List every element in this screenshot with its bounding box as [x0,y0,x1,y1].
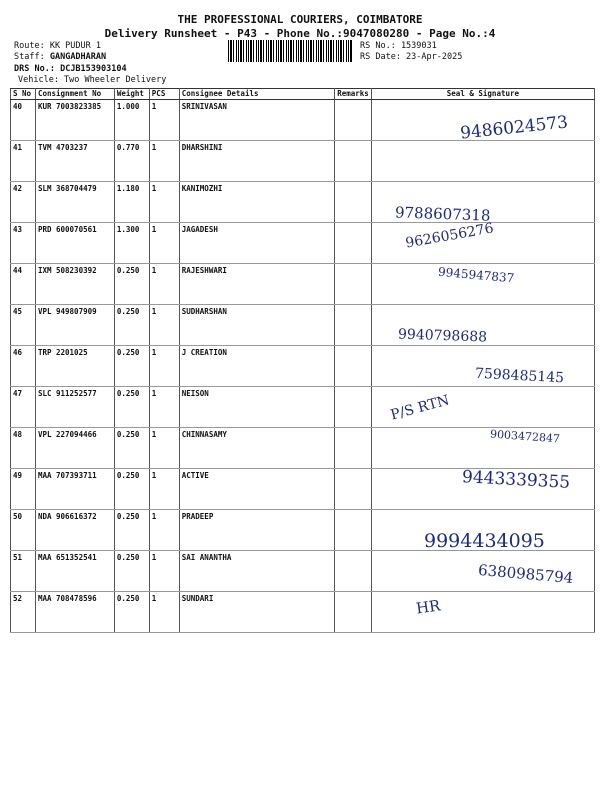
cell-remarks [335,182,372,223]
table-row [11,182,595,223]
cell-signature [371,592,594,633]
barcode [228,40,353,62]
cell-remarks [335,141,372,182]
cell-sno: 40 [11,100,36,141]
cell-signature [371,428,594,469]
cell-name: SUDHARSHAN [179,305,334,346]
cell-sno: 46 [11,346,36,387]
rs-date: RS Date: 23-Apr-2025 [360,52,463,62]
col-consignee: Consignee Details [179,89,334,100]
cell-pcs: 1 [149,428,179,469]
cell-weight: 0.770 [114,141,149,182]
handwritten-signature: 9003472847 [489,427,561,446]
cell-sno: 42 [11,182,36,223]
table-row [11,141,595,182]
cell-sno: 50 [11,510,36,551]
cell-pcs: 1 [149,346,179,387]
cell-pcs: 1 [149,387,179,428]
cell-weight: 0.250 [114,510,149,551]
table-header [11,89,595,100]
cell-cno: IXM 508230392 [35,264,114,305]
handwritten-signature: 9945947837 [437,264,515,286]
staff-row [14,52,106,62]
cell-name: SRINIVASAN [179,100,334,141]
cell-pcs: 1 [149,551,179,592]
cell-name: DHARSHINI [179,141,334,182]
staff-name: GANGADHARAN [49,52,107,62]
cell-pcs: 1 [149,592,179,633]
handwritten-signature: 9486024573 [459,112,569,144]
cell-name: KANIMOZHI [179,182,334,223]
cell-weight: 0.250 [114,387,149,428]
cell-pcs: 1 [149,305,179,346]
handwritten-signature: 7598485145 [474,365,565,387]
cell-sno: 48 [11,428,36,469]
cell-weight: 0.250 [114,592,149,633]
handwritten-signature: 9940798688 [397,326,488,346]
cell-name: JAGADESH [179,223,334,264]
cell-pcs: 1 [149,469,179,510]
cell-weight: 0.250 [114,305,149,346]
company-title: THE PROFESSIONAL COURIERS, COIMBATORE [177,13,423,26]
cell-remarks [335,428,372,469]
cell-cno: VPL 227094466 [35,428,114,469]
cell-sno: 52 [11,592,36,633]
cell-remarks [335,592,372,633]
cell-sno: 43 [11,223,36,264]
handwritten-signature: P/S RTN [388,392,452,424]
cell-cno: TRP 2201025 [35,346,114,387]
cell-cno: SLC 911252577 [35,387,114,428]
cell-sno: 51 [11,551,36,592]
table-row [11,592,595,633]
cell-cno: NDA 906616372 [35,510,114,551]
cell-cno: SLM 368704479 [35,182,114,223]
cell-weight: 1.180 [114,182,149,223]
cell-weight: 1.300 [114,223,149,264]
cell-remarks [335,305,372,346]
cell-cno: MAA 651352541 [35,551,114,592]
col-remarks: Remarks [335,89,372,100]
cell-pcs: 1 [149,141,179,182]
drs-label: DRS No.: [14,64,55,74]
cell-cno: TVM 4703237 [35,141,114,182]
handwritten-signature: 9788607318 [394,203,491,225]
staff-label: Staff: [14,52,45,62]
cell-name: RAJESHWARI [179,264,334,305]
rs-number: RS No.: 1539031 [360,41,437,51]
cell-remarks [335,387,372,428]
cell-cno: KUR 7003823385 [35,100,114,141]
drs-row [14,64,127,74]
cell-weight: 0.250 [114,264,149,305]
runsheet-subtitle: Delivery Runsheet - P43 - Phone No.:9047080280 - Page No.:4 [104,27,496,40]
cell-name: NEISON [179,387,334,428]
cell-cno: MAA 708478596 [35,592,114,633]
cell-name: SUNDARI [179,592,334,633]
cell-pcs: 1 [149,510,179,551]
col-pcs: PCS [149,89,179,100]
cell-weight: 1.000 [114,100,149,141]
cell-sno: 44 [11,264,36,305]
cell-remarks [335,264,372,305]
cell-cno: PRD 600070561 [35,223,114,264]
handwritten-signature: HR [414,596,442,618]
cell-cno: VPL 949807909 [35,305,114,346]
route: Route: KK PUDUR 1 [14,41,101,51]
col-sno: S No [11,89,36,100]
cell-weight: 0.250 [114,428,149,469]
drs-number: DCJB153903104 [60,64,127,74]
cell-name: SAI ANANTHA [179,551,334,592]
handwritten-signature: 9443339355 [461,467,571,493]
cell-pcs: 1 [149,223,179,264]
cell-pcs: 1 [149,264,179,305]
cell-sno: 41 [11,141,36,182]
cell-name: CHINNASAMY [179,428,334,469]
cell-remarks [335,551,372,592]
handwritten-signature: 9626056276 [404,220,495,252]
vehicle: Vehicle: Two Wheeler Delivery [18,75,167,85]
col-signature: Seal & Signature [371,89,594,100]
cell-pcs: 1 [149,100,179,141]
cell-remarks [335,346,372,387]
handwritten-signature: 9994434095 [424,530,545,552]
cell-sno: 47 [11,387,36,428]
cell-name: ACTIVE [179,469,334,510]
cell-cno: MAA 707393711 [35,469,114,510]
cell-sno: 49 [11,469,36,510]
cell-name: J CREATION [179,346,334,387]
cell-sno: 45 [11,305,36,346]
handwritten-signature: 6380985794 [477,560,575,588]
cell-signature [371,141,594,182]
cell-weight: 0.250 [114,346,149,387]
table-row [11,305,595,346]
cell-name: PRADEEP [179,510,334,551]
cell-weight: 0.250 [114,469,149,510]
table-row [11,387,595,428]
col-weight: Weight [114,89,149,100]
col-consignment: Consignment No [35,89,114,100]
cell-remarks [335,510,372,551]
table-row [11,223,595,264]
cell-remarks [335,469,372,510]
cell-pcs: 1 [149,182,179,223]
cell-weight: 0.250 [114,551,149,592]
cell-remarks [335,223,372,264]
cell-remarks [335,100,372,141]
